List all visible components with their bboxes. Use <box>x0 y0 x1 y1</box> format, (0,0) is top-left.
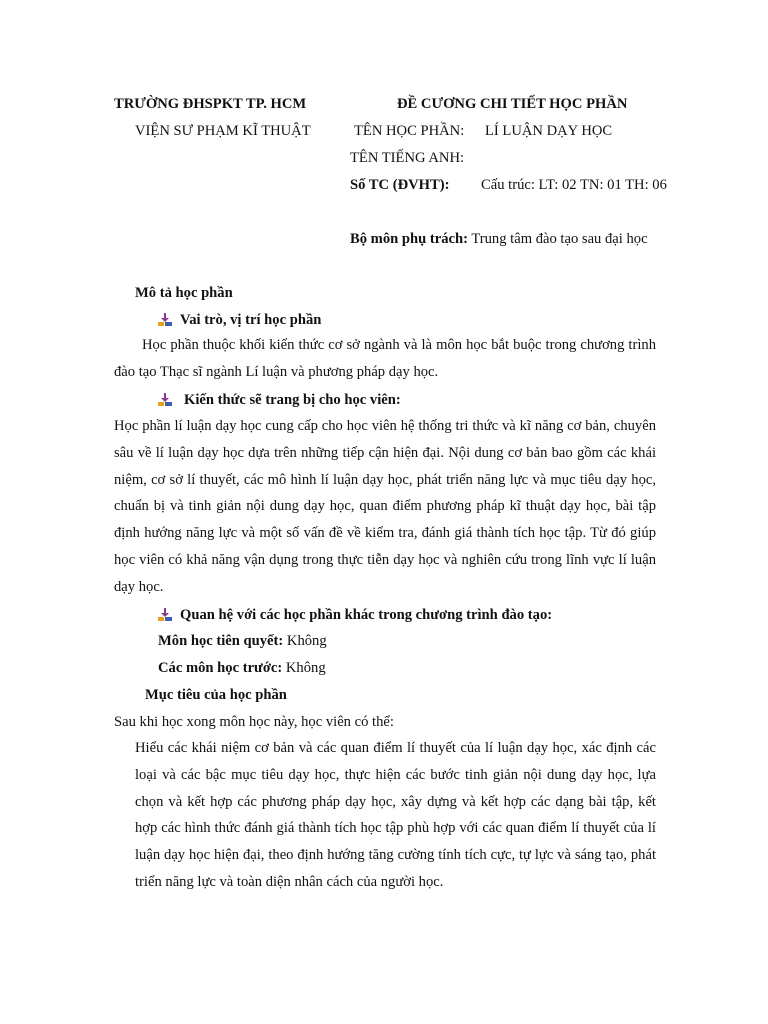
course-name: LÍ LUẬN DẠY HỌC <box>485 123 613 139</box>
course-name-label: TÊN HỌC PHẦN: <box>354 123 465 139</box>
department-line <box>350 231 648 248</box>
prior-course-label: Các môn học trước: <box>158 660 283 676</box>
document-title: ĐỀ CƯƠNG CHI TIẾT HỌC PHẦN <box>397 96 628 112</box>
knowledge-paragraph: Học phần lí luận dạy học cung cấp cho học viên hệ thống tri thức và kĩ năng cơ bản, chuyên sâu về lí luận dạy học dựa trên những tiếp cận hiện đại. Nội dung cơ bản bao gồm các khái niệm, cơ sở lí thuyết, các mô hình lí luận dạy học, phát triển năng lực và mục tiêu dạy học, chuẩn bị và tinh giản nội dung dạy học, quan điểm phương pháp kĩ thuật dạy học, bài tập định hướng năng lực và một số vấn đề về kiểm tra, đánh giá thành tích học tập. Từ đó giúp học viên có khả năng vận dụng trong thực tiễn dạy học và nghiên cứu trong lĩnh vực lí luận dạy học. <box>114 418 656 595</box>
prior-course-value: Không <box>285 660 326 676</box>
course-structure: Cấu trúc: LT: 02 TN: 01 TH: 06 <box>481 177 667 193</box>
role-paragraph: Học phần thuộc khối kiến thức cơ sở ngành và là môn học bắt buộc trong chương trình đào tạo Thạc sĩ ngành Lí luận và phương pháp dạy học. <box>114 337 656 380</box>
relation-heading: Quan hệ với các học phần khác trong chương trình đào tạo: <box>180 607 553 623</box>
prerequisite-line <box>158 633 327 650</box>
english-name-label: TÊN TIẾNG ANH: <box>350 150 465 166</box>
prior-course-line <box>158 660 326 677</box>
bullet-arrow-icon <box>158 608 172 622</box>
department-value: Trung tâm đào tạo sau đại học <box>471 231 648 247</box>
institute-name: VIỆN SƯ PHẠM KĨ THUẬT <box>135 123 311 139</box>
prerequisite-label: Môn học tiên quyết: <box>158 633 284 649</box>
role-heading: Vai trò, vị trí học phần <box>180 312 322 328</box>
credits-label: Số TC (ĐVHT): <box>350 177 450 193</box>
bullet-arrow-icon <box>158 393 172 407</box>
bullet-arrow-icon <box>158 313 172 327</box>
prerequisite-value: Không <box>286 633 327 649</box>
department-label: Bộ môn phụ trách: <box>350 231 468 247</box>
description-heading: Mô tả học phần <box>135 285 233 301</box>
objectives-heading: Mục tiêu của học phần <box>145 687 287 703</box>
objectives-paragraph: Hiểu các khái niệm cơ bản và các quan điểm lí thuyết của lí luận dạy học, xác định các loại và các bậc mục tiêu dạy học, thực hiện các bước tinh giản nội dung dạy học, lựa chọn và kết hợp các phương pháp dạy học, xây dựng và kết hợp các dạng bài tập, kết hợp các hình thức đánh giá thành tích học tập phù hợp với các quan điểm lí thuyết của lí luận dạy học hiện đại, theo định hướng tăng cường tính tích cực, tự lực và sáng tạo, phát triển năng lực và toàn diện nhân cách của người học. <box>135 740 656 890</box>
school-name: TRƯỜNG ĐHSPKT TP. HCM <box>114 96 307 112</box>
objectives-intro: Sau khi học xong môn học này, học viên có thể: <box>114 714 394 730</box>
knowledge-heading: Kiến thức sẽ trang bị cho học viên: <box>184 392 401 408</box>
